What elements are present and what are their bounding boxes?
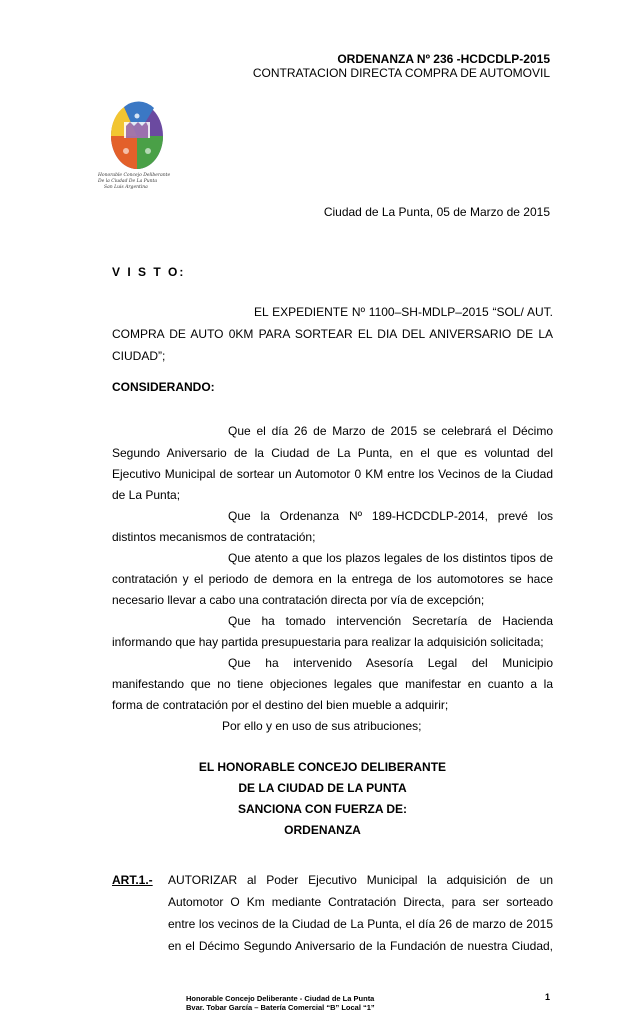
footer-line: Honorable Concejo Deliberante - Ciudad de La Punta (186, 994, 375, 1003)
visto-heading: V I S T O: (112, 265, 186, 279)
document-date: Ciudad de La Punta, 05 de Marzo de 2015 (323, 205, 550, 219)
logo-caption-line: San Luis Argentina (104, 185, 148, 190)
visto-line: CIUDAD”; (112, 349, 166, 363)
ordenanza-heading: ORDENANZA (284, 823, 361, 837)
considerando-line: distintos mecanismos de contratación; (112, 530, 316, 544)
article-1-line: en el Décimo Segundo Aniversario de la Fundación de nuestra Ciudad, (168, 939, 553, 953)
considerando-line: Que ha tomado intervención Secretaría de Hacienda (228, 614, 553, 628)
ordinance-title: ORDENANZA Nº 236 -HCDCDLP-2015 (337, 52, 550, 66)
considerando-line: de La Punta; (112, 488, 181, 502)
logo-caption-line: Honorable Concejo Deliberante (98, 173, 171, 178)
article-1-line: AUTORIZAR al Poder Ejecutivo Municipal la adquisición de un (168, 873, 553, 887)
considerando-line: necesario llevar a cabo una contratación directa por vía de excepción; (112, 593, 485, 607)
article-1-line: Automotor O Km mediante Contratación Directa, para ser sorteado (168, 895, 553, 909)
logo-caption-line: De la Ciudad De La Punta (98, 179, 158, 184)
considerando-line: Por ello y en uso de sus atribuciones; (222, 719, 422, 733)
considerando-line: manifestando que no tiene objeciones legales que manifestar en cuanto a la (112, 677, 553, 691)
ordinance-subtitle: CONTRATACION DIRECTA COMPRA DE AUTOMOVIL (252, 66, 550, 80)
sanciona-line: EL HONORABLE CONCEJO DELIBERANTE (198, 760, 447, 774)
considerando-line: Que el día 26 de Marzo de 2015 se celebrará el Décimo (228, 424, 553, 438)
visto-line: COMPRA DE AUTO 0KM PARA SORTEAR EL DIA DEL ANIVERSARIO DE LA (112, 327, 553, 341)
sanciona-line: SANCIONA CON FUERZA DE: (237, 802, 408, 816)
article-1-line: entre los vecinos de la Ciudad de La Punta, el día 26 de marzo de 2015 (168, 917, 553, 931)
considerando-line: Que atento a que los plazos legales de los distintos tipos de (228, 551, 553, 565)
considerando-line: informando que hay partida presupuestaria para realizar la adquisición solicitada; (112, 635, 544, 649)
footer-line: Bvar. Tobar García – Batería Comercial “B” Local “1” (186, 1003, 375, 1012)
considerando-line: forma de contratación por el destino del bien mueble a adquirir; (112, 698, 449, 712)
considerando-line: Que la Ordenanza Nº 189-HCDCDLP-2014, prevé los (228, 509, 553, 523)
considerando-line: Segundo Aniversario de la Ciudad de La Punta, en el que es voluntad del (112, 446, 553, 460)
article-1-label: ART.1.- (112, 873, 153, 887)
considerando-line: Que ha intervenido Asesoría Legal del Municipio (228, 656, 553, 670)
visto-line: EL EXPEDIENTE Nº 1100–SH-MDLP–2015 “SOL/ AUT. (254, 305, 553, 319)
council-logo-icon (104, 96, 170, 172)
page-number: 1 (544, 992, 550, 1002)
considerando-heading: CONSIDERANDO: (112, 380, 215, 394)
sanciona-line: DE LA CIUDAD DE LA PUNTA (238, 781, 407, 795)
considerando-line: contratación y el periodo de demora en la entrega de los automotores se hace (112, 572, 553, 586)
considerando-line: Ejecutivo Municipal de sortear un Automotor 0 KM entre los Vecinos de la Ciudad (112, 467, 553, 481)
